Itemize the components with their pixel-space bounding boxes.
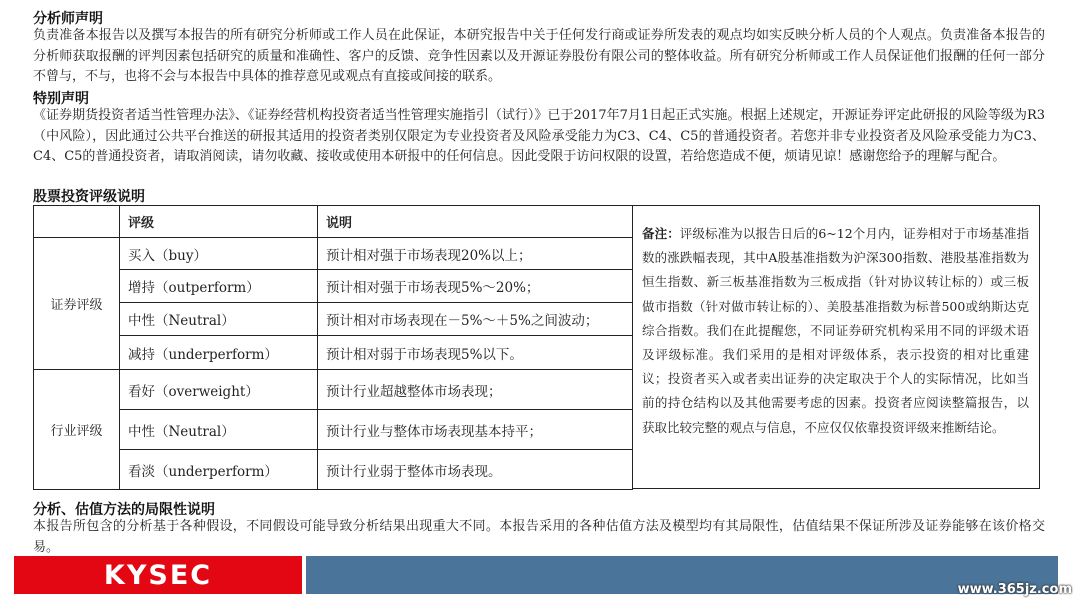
rating-cell: 减持（underperform） bbox=[120, 336, 318, 370]
analyst-statement-text: 负责准备本报告以及撰写本报告的所有研究分析师或工作人员在此保证，本研究报告中关于任何发行商或证券所发表的观点均如实反映分析人员的个人观点。负责准备本报告的分析师获取报酬的评判因素包括研究的质量和准确性、客户的反馈、竞争性因素以及开源证券股份有限公司的整体收益。所有研究分析师或工作人员保证他们报酬的任何一部分不曾与，不与，也将不会与本报告中具体的推荐意见或观点有直接或间接的联系。 bbox=[33, 28, 1045, 84]
logo-text: KYSEC bbox=[103, 559, 213, 591]
watermark: www.365jz.com bbox=[957, 582, 1072, 597]
limitation-text: 本报告所包含的分析基于各种假设，不同假设可能导致分析结果出现重大不同。本报告采用的各种估值方法及模型均有其局限性，估值结果不保证所涉及证券能够在该价格交易。 bbox=[33, 519, 1045, 555]
rating-cell: 看好（overweight） bbox=[120, 370, 318, 410]
table-row bbox=[34, 238, 633, 270]
header-description: 说明 bbox=[318, 206, 633, 238]
analyst-statement-body bbox=[33, 26, 1045, 88]
analyst-statement-title: 分析师声明 bbox=[33, 11, 103, 27]
header-empty bbox=[34, 206, 120, 238]
rating-cell: 增持（outperform） bbox=[120, 270, 318, 303]
description-cell: 预计行业弱于整体市场表现。 bbox=[318, 450, 633, 490]
special-statement-text: 《证券期货投资者适当性管理办法》、《证券经营机构投资者适当性管理实施指引（试行）》已于2017年7月1日起正式实施。根据上述规定，开源证券评定此研报的风险等级为R3（中风险），因此通过公共平台推送的研报其适用的投资者类别仅限定为专业投资者及风险承受能力为C3、C4、C5的普通投资者。若您并非专业投资者及风险承受能力为C3、C4、C5的普通投资者，请取消阅读，请勿收藏、接收或使用本研报中的任何信息。因此受限于访问权限的设置，若给您造成不便，烦请见谅！感谢您给予的理解与配合。 bbox=[33, 108, 1045, 164]
table-row bbox=[34, 370, 633, 410]
rating-cell: 买入（buy） bbox=[120, 238, 318, 270]
limitation-body bbox=[33, 517, 1045, 558]
table-row bbox=[34, 450, 633, 490]
description-cell: 预计行业与整体市场表现基本持平； bbox=[318, 410, 633, 450]
rating-section-title: 股票投资评级说明 bbox=[33, 189, 145, 205]
rating-table bbox=[33, 205, 633, 490]
description-cell: 预计行业超越整体市场表现； bbox=[318, 370, 633, 410]
table-row bbox=[34, 410, 633, 450]
rating-cell: 看淡（underperform） bbox=[120, 450, 318, 490]
description-cell: 预计相对强于市场表现5%～20%； bbox=[318, 270, 633, 303]
special-statement-title: 特别声明 bbox=[33, 91, 89, 107]
table-row bbox=[34, 270, 633, 303]
rating-cell: 中性（Neutral） bbox=[120, 303, 318, 336]
description-cell: 预计相对强于市场表现20%以上； bbox=[318, 238, 633, 270]
table-header-row bbox=[34, 206, 633, 238]
stock-rating-group: 证券评级 bbox=[34, 238, 120, 370]
rating-cell: 中性（Neutral） bbox=[120, 410, 318, 450]
table-row bbox=[34, 303, 633, 336]
special-statement-body bbox=[33, 106, 1045, 168]
rating-note bbox=[632, 205, 1040, 489]
table-row bbox=[34, 336, 633, 370]
note-text: 评级标准为以报告日后的6~12个月内，证券相对于市场基准指数的涨跌幅表现，其中A股基准指数为沪深300指数、港股基准指数为恒生指数、新三板基准指数为三板成指（针对协议转让标的）或三板做市指数（针对做市转让标的）、美股基准指数为标普500或纳斯达克综合指数。我们在此提醒您，不同证券研究机构采用不同的评级术语及评级标准。我们采用的是相对评级体系，表示投资的相对比重建议；投资者买入或者卖出证券的决定取决于个人的实际情况，比如当前的持仓结构以及其他需要考虑的因素。投资者应阅读整篇报告，以获取比较完整的观点与信息，不应仅仅依靠投资评级来推断结论。 bbox=[642, 226, 1029, 435]
header-rating: 评级 bbox=[120, 206, 318, 238]
note-label: 备注： bbox=[642, 226, 680, 241]
description-cell: 预计相对弱于市场表现5%以下。 bbox=[318, 336, 633, 370]
limitation-title: 分析、估值方法的局限性说明 bbox=[33, 502, 215, 518]
footer-bar bbox=[306, 556, 1058, 594]
description-cell: 预计相对市场表现在－5%～＋5%之间波动； bbox=[318, 303, 633, 336]
kysec-logo bbox=[14, 556, 302, 594]
industry-rating-group: 行业评级 bbox=[34, 370, 120, 490]
